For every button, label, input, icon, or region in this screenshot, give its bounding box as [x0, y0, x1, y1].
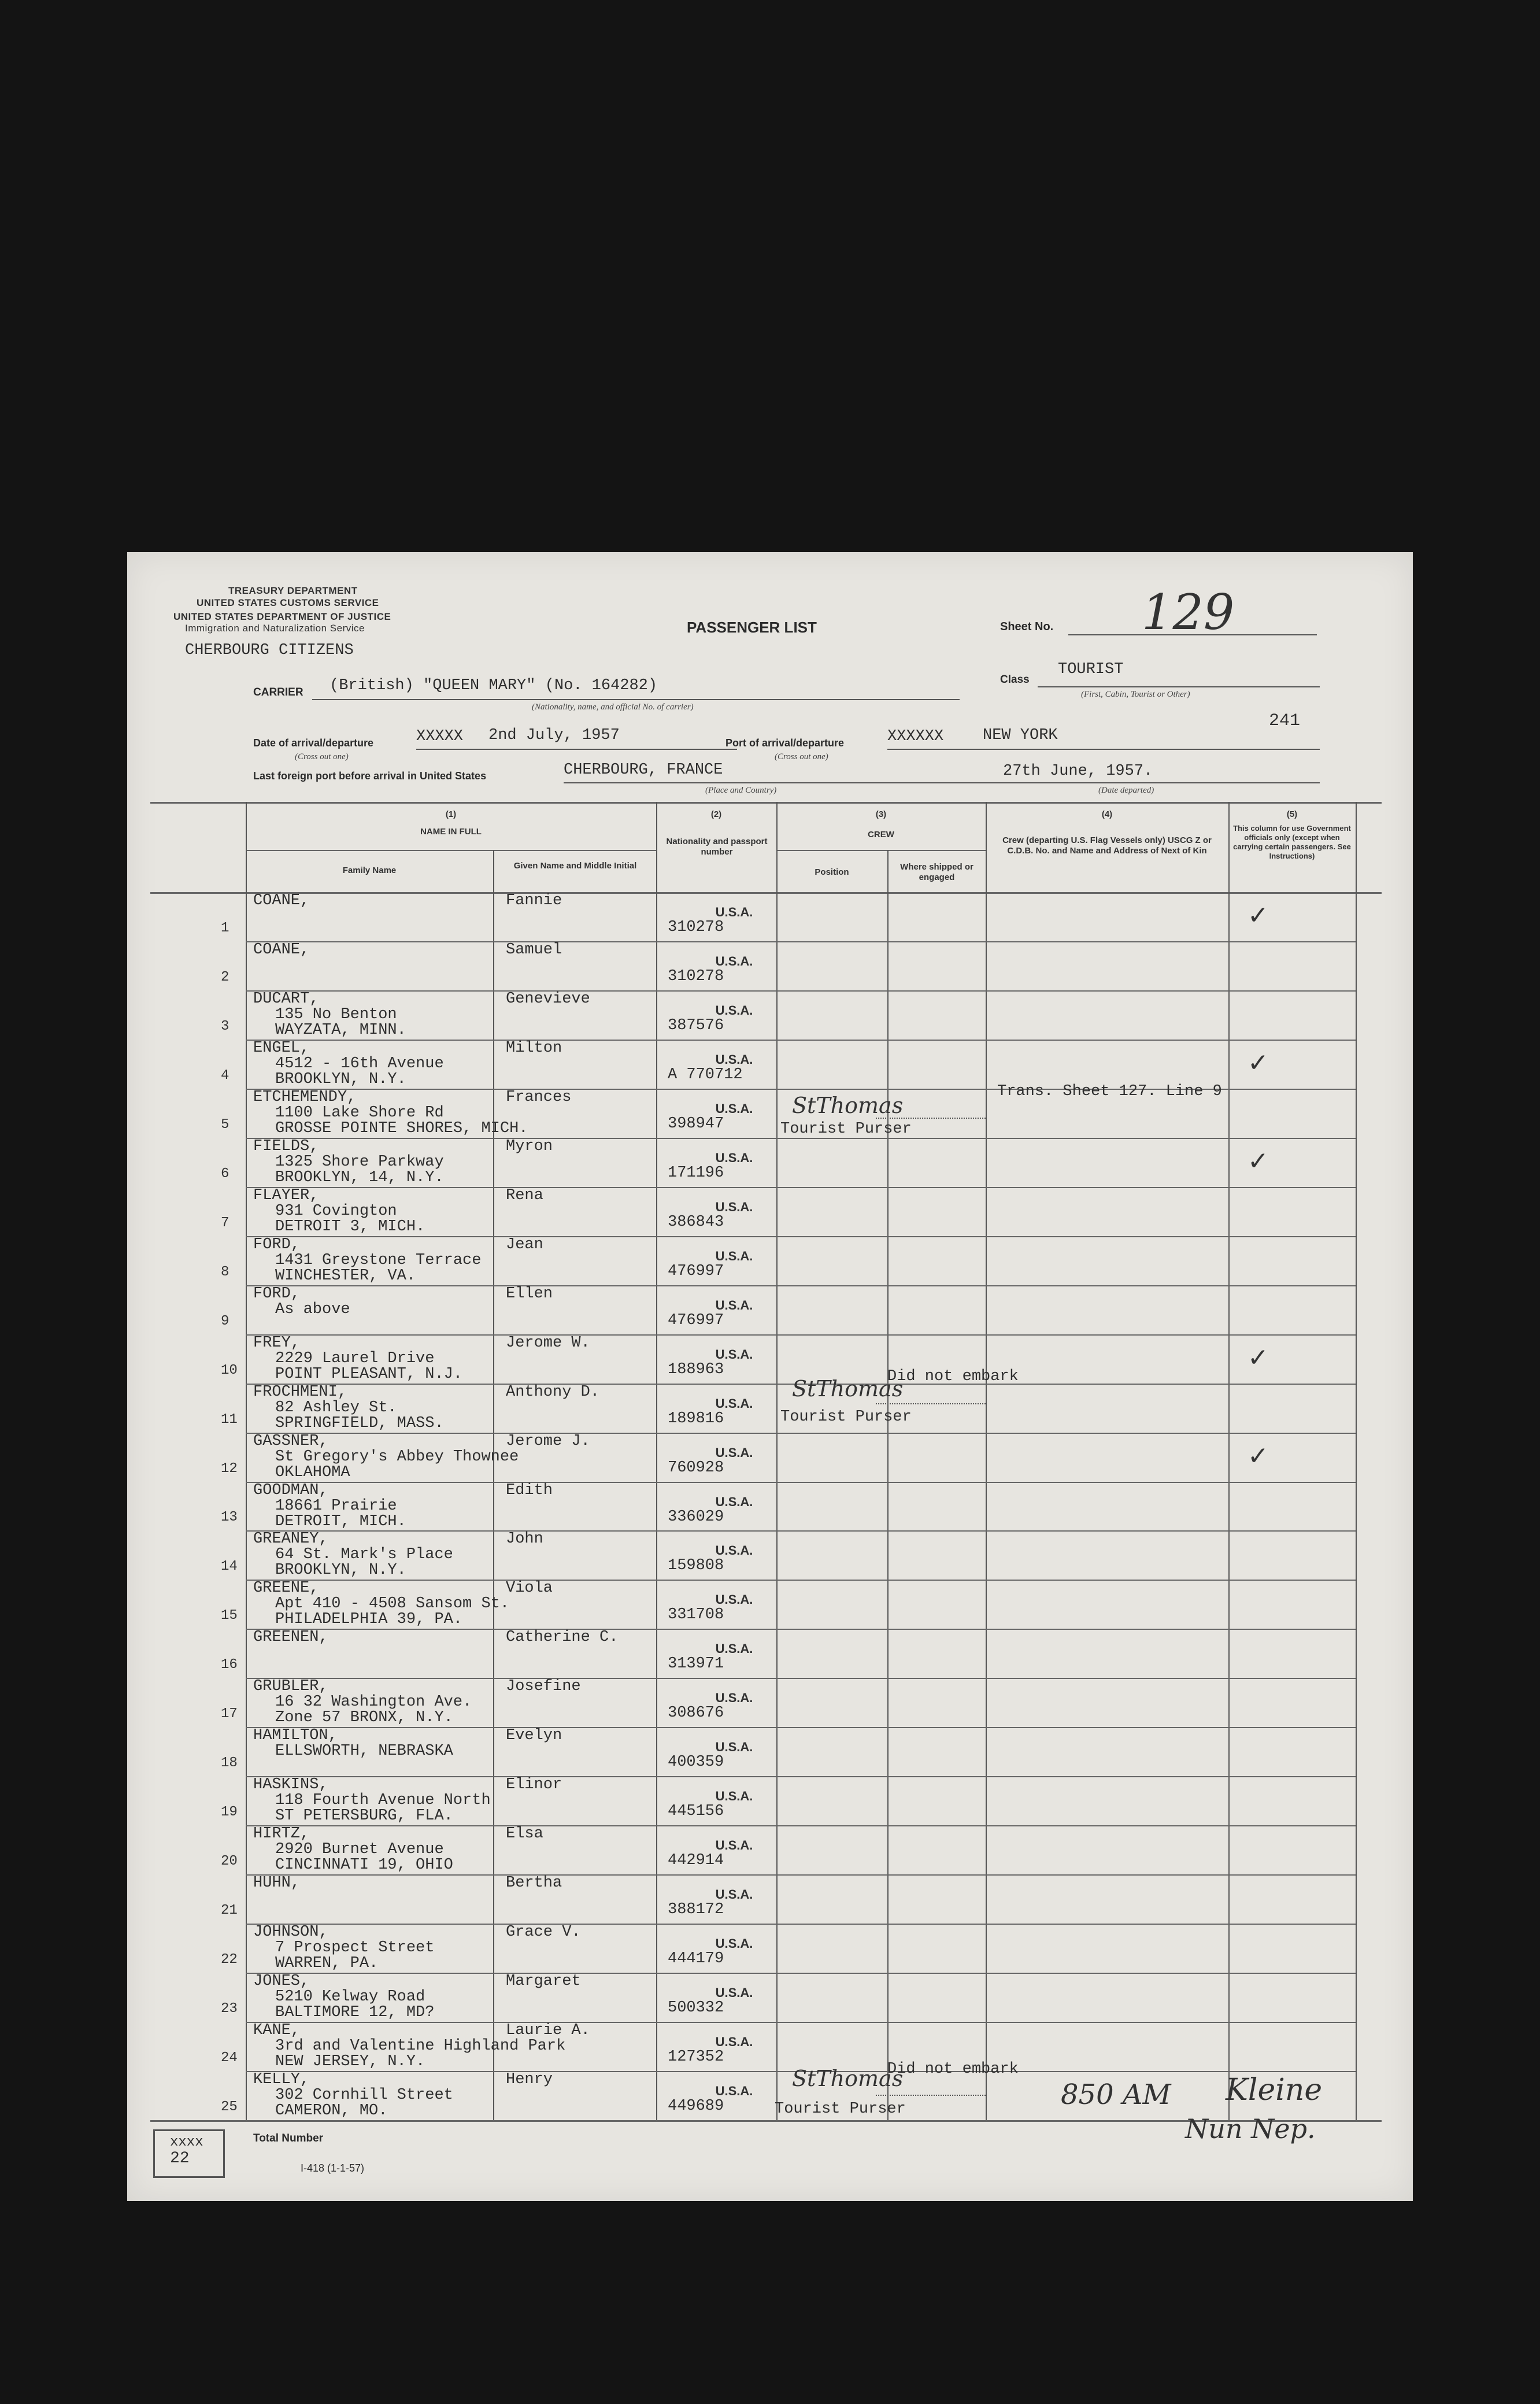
nationality: U.S.A.: [715, 1347, 753, 1362]
passport-number: 387576: [668, 1016, 724, 1034]
row-number: 25: [221, 2099, 238, 2115]
surname: HIRTZ,: [253, 1825, 310, 1843]
col-family-name: Family Name: [342, 866, 397, 875]
address-line: 2229 Laurel Drive: [275, 1349, 435, 1367]
surname: JOHNSON,: [253, 1924, 328, 1941]
last-port-caption: (Place and Country): [705, 786, 777, 795]
address-line: 4512 - 16th Avenue: [275, 1055, 444, 1072]
surname: KELLY,: [253, 2071, 310, 2089]
given-name: Edith: [506, 1481, 553, 1499]
check-mark: ✓: [1247, 1146, 1269, 1176]
dept-justice: UNITED STATES DEPARTMENT OF JUSTICE: [173, 611, 391, 622]
total-box: [153, 2129, 225, 2178]
total-box-strike: xxxx: [170, 2135, 203, 2150]
row-number: 22: [221, 1952, 238, 1968]
surname: HAMILTON,: [253, 1727, 338, 1745]
passport-number: 310278: [668, 967, 724, 985]
nationality: U.S.A.: [715, 1248, 753, 1263]
passport-number: 398947: [668, 1115, 724, 1133]
nationality: U.S.A.: [715, 1789, 753, 1804]
date-value: 2nd July, 1957: [488, 727, 620, 744]
family-name: [253, 1679, 472, 1726]
dept-customs: UNITED STATES CUSTOMS SERVICE: [197, 597, 379, 608]
nationality: U.S.A.: [715, 2084, 753, 2099]
given-name: Frances: [506, 1088, 572, 1106]
family-name: [253, 1925, 434, 1972]
nationality: U.S.A.: [715, 1740, 753, 1755]
total-box-value: 22: [170, 2150, 190, 2168]
initials-11: StThomas: [792, 1376, 904, 1401]
last-port-label: Last foreign port before arrival in United States: [253, 770, 487, 782]
given-name: Josefine: [506, 1678, 581, 1696]
address-line: 302 Cornhill Street: [275, 2087, 453, 2105]
row-number: 20: [221, 1854, 238, 1870]
address-line: BALTIMORE 12, MD?: [275, 2004, 435, 2022]
surname: FLAYER,: [253, 1186, 319, 1204]
nationality: U.S.A.: [715, 1445, 753, 1460]
address-line: WAYZATA, MINN.: [275, 1021, 406, 1039]
purser-5: Tourist Purser: [780, 1120, 912, 1138]
family-name: [253, 1876, 300, 1891]
row-number: 23: [221, 2001, 238, 2017]
date-departed-value: 27th June, 1957.: [1003, 763, 1153, 780]
surname: FROCHMENI,: [253, 1383, 347, 1401]
hand-signature-2: Nun Nep.: [1185, 2113, 1316, 2144]
family-name: [253, 1336, 462, 1382]
address-line: St Gregory's Abbey Thownee: [275, 1448, 519, 1466]
row-number: 11: [221, 1411, 238, 1427]
initials-5: StThomas: [792, 1093, 904, 1118]
surname: GASSNER,: [253, 1432, 328, 1450]
row-number: 15: [221, 1608, 238, 1624]
row-number: 1: [221, 920, 229, 936]
surname: JONES,: [253, 1973, 310, 1991]
col3-num: (3): [875, 809, 887, 819]
address-line: WARREN, PA.: [275, 1955, 379, 1973]
nationality: U.S.A.: [715, 1887, 753, 1902]
table-row: [127, 1678, 1413, 1727]
address-line: 3rd and Valentine Highland Park: [275, 2037, 566, 2055]
table-row: [127, 1727, 1413, 1776]
passport-number: 331708: [668, 1606, 724, 1624]
trans-sheet-note: Trans. Sheet 127. Line 9: [997, 1083, 1222, 1100]
address-line: 82 Ashley St.: [275, 1399, 397, 1416]
address-line: 18661 Prairie: [275, 1497, 397, 1515]
form-title: PASSENGER LIST: [687, 619, 817, 636]
table-row: [127, 1187, 1413, 1236]
address-line: BROOKLYN, 14, N.Y.: [275, 1168, 444, 1186]
given-name: Myron: [506, 1137, 553, 1155]
surname: FIELDS,: [253, 1137, 319, 1155]
row-number: 24: [221, 2050, 238, 2066]
given-name: John: [506, 1530, 543, 1548]
family-name: [253, 1483, 406, 1530]
family-name: [253, 1237, 481, 1284]
passport-number: 171196: [668, 1164, 724, 1182]
given-name: Jean: [506, 1236, 543, 1253]
family-name: [253, 992, 406, 1038]
form-number: I-418 (1-1-57): [301, 2162, 365, 2174]
passport-number: 388172: [668, 1901, 724, 1919]
passport-number: 476997: [668, 1262, 724, 1280]
nationality: U.S.A.: [715, 1052, 753, 1067]
check-mark: ✓: [1247, 901, 1269, 930]
table-row: [127, 1040, 1413, 1089]
typed-origin: CHERBOURG CITIZENS: [185, 642, 354, 659]
table-row: [127, 1973, 1413, 2022]
class-value: TOURIST: [1058, 661, 1124, 678]
passport-number: 313971: [668, 1655, 724, 1673]
date-caption: (Cross out one): [295, 752, 349, 761]
row-number: 10: [221, 1362, 238, 1378]
surname: GOODMAN,: [253, 1481, 328, 1499]
given-name: Anthony D.: [506, 1383, 600, 1401]
table-row: [127, 1825, 1413, 1874]
row-number: 4: [221, 1067, 229, 1083]
address-line: NEW JERSEY, N.Y.: [275, 2053, 425, 2071]
address-line: DETROIT 3, MICH.: [275, 1218, 425, 1236]
nationality: U.S.A.: [715, 1003, 753, 1018]
family-name: [253, 1188, 425, 1235]
passport-number: 159808: [668, 1557, 724, 1575]
table-row: [127, 2022, 1413, 2071]
row-number: 14: [221, 1559, 238, 1575]
last-port-value: CHERBOURG, FRANCE: [564, 761, 723, 779]
nationality: U.S.A.: [715, 1297, 753, 1312]
given-name: Elinor: [506, 1776, 562, 1794]
nationality: U.S.A.: [715, 953, 753, 968]
address-line: ST PETERSBURG, FLA.: [275, 1807, 453, 1825]
family-name: [253, 1139, 444, 1186]
passport-number: 500332: [668, 1999, 724, 2017]
check-mark: ✓: [1247, 1441, 1269, 1471]
passport-number: 127352: [668, 2048, 724, 2066]
carrier-label: CARRIER: [253, 686, 303, 698]
row-number: 6: [221, 1166, 229, 1182]
given-name: Genevieve: [506, 990, 590, 1008]
given-name: Margaret: [506, 1973, 581, 1991]
family-name: [253, 1826, 453, 1873]
address-line: CAMERON, MO.: [275, 2102, 388, 2120]
given-name: Elsa: [506, 1825, 543, 1843]
passport-number: 386843: [668, 1213, 724, 1231]
surname: FORD,: [253, 1285, 301, 1303]
row-number: 12: [221, 1460, 238, 1477]
family-name: [253, 1385, 444, 1432]
address-line: POINT PLEASANT, N.J.: [275, 1365, 463, 1383]
did-not-embark-11: Did not embark: [887, 1368, 1019, 1385]
passport-number: 442914: [668, 1852, 724, 1870]
table-row: [127, 1433, 1413, 1482]
given-name: Milton: [506, 1039, 562, 1057]
date-strike: XXXXX: [416, 728, 464, 745]
family-name: [253, 1974, 434, 2021]
row-number: 13: [221, 1510, 238, 1526]
family-name: [253, 942, 309, 958]
family-name: [253, 1630, 328, 1645]
passport-number: 449689: [668, 2098, 724, 2115]
nationality: U.S.A.: [715, 1592, 753, 1607]
nationality: U.S.A.: [715, 1199, 753, 1214]
passport-number: 189816: [668, 1410, 724, 1427]
given-name: Grace V.: [506, 1924, 581, 1941]
passenger-list-sheet: [127, 552, 1413, 2201]
given-name: Viola: [506, 1580, 553, 1597]
nationality: U.S.A.: [715, 1985, 753, 2000]
address-line: As above: [275, 1300, 350, 1318]
table-row: [127, 990, 1413, 1040]
date-departed-caption: (Date departed): [1098, 786, 1154, 795]
given-name: Jerome W.: [506, 1334, 590, 1352]
nationality: U.S.A.: [715, 2035, 753, 2050]
table-row: [127, 1138, 1413, 1187]
given-name: Ellen: [506, 1285, 553, 1303]
family-name: [253, 1286, 350, 1318]
given-name: Jerome J.: [506, 1432, 590, 1450]
table-row: [127, 1776, 1413, 1825]
address-line: WINCHESTER, VA.: [275, 1267, 416, 1285]
port-value: NEW YORK: [983, 727, 1058, 744]
address-line: 931 Covington: [275, 1202, 397, 1220]
nationality: U.S.A.: [715, 1101, 753, 1116]
passport-number: 476997: [668, 1311, 724, 1329]
given-name: Bertha: [506, 1874, 562, 1892]
surname: GREENEN,: [253, 1629, 328, 1647]
family-name: [253, 893, 309, 909]
row-number: 3: [221, 1018, 229, 1034]
family-name: [253, 1581, 509, 1628]
passport-number: A 770712: [668, 1066, 743, 1083]
address-line: Zone 57 BRONX, N.Y.: [275, 1709, 453, 1727]
surname: DUCART,: [253, 990, 319, 1008]
table-row: [127, 1924, 1413, 1973]
given-name: Samuel: [506, 941, 562, 959]
hand-time: 850 AM: [1061, 2078, 1171, 2111]
did-not-embark-25: Did not embark: [887, 2061, 1019, 2078]
nationality: U.S.A.: [715, 1396, 753, 1411]
family-name: [253, 1434, 519, 1481]
col-where-shipped: Where shipped or engaged: [900, 862, 973, 882]
row-number: 7: [221, 1215, 229, 1231]
nationality: U.S.A.: [715, 1691, 753, 1706]
surname: GREANEY,: [253, 1530, 328, 1548]
given-name: Evelyn: [506, 1727, 562, 1745]
passport-number: 308676: [668, 1704, 724, 1722]
table-row: [127, 941, 1413, 990]
nationality: U.S.A.: [715, 1150, 753, 1165]
row-number: 5: [221, 1116, 229, 1133]
surname: FORD,: [253, 1236, 301, 1253]
nationality: U.S.A.: [715, 1641, 753, 1656]
table-row: [127, 1530, 1413, 1580]
col2-num: (2): [710, 809, 722, 819]
address-line: DETROIT, MICH.: [275, 1512, 406, 1530]
family-name: [253, 2072, 453, 2119]
surname: GREENE,: [253, 1580, 319, 1597]
table-row: [127, 892, 1413, 941]
address-line: 2920 Burnet Avenue: [275, 1841, 444, 1859]
given-name: Rena: [506, 1186, 543, 1204]
passport-number: 760928: [668, 1459, 724, 1477]
given-name: Laurie A.: [506, 2022, 590, 2040]
col1-title: NAME IN FULL: [420, 827, 482, 837]
col4-title: Crew (departing U.S. Flag Vessels only) USCG Z or C.D.B. No. and Name and Address of Next of Kin: [1002, 835, 1212, 856]
port-strike: XXXXXX: [887, 728, 944, 745]
passport-number: 310278: [668, 919, 724, 936]
col-position: Position: [815, 867, 849, 877]
row-number: 16: [221, 1657, 238, 1673]
row-number: 9: [221, 1313, 229, 1329]
nationality: U.S.A.: [715, 1838, 753, 1853]
row-number: 21: [221, 1903, 238, 1919]
surname: ETCHEMENDY,: [253, 1088, 357, 1106]
dept-ins: Immigration and Naturalization Service: [185, 623, 365, 634]
check-mark: ✓: [1247, 1342, 1269, 1373]
hand-signature-1: Kleine: [1226, 2073, 1323, 2107]
family-name: [253, 1728, 453, 1759]
col-given-name: Given Name and Middle Initial: [513, 861, 637, 871]
port-label: Port of arrival/departure: [725, 737, 845, 749]
col1-num: (1): [445, 809, 457, 819]
table-row: [127, 1874, 1413, 1924]
surname: HASKINS,: [253, 1776, 328, 1794]
nationality: U.S.A.: [715, 1543, 753, 1558]
passport-number: 336029: [668, 1508, 724, 1526]
address-line: ELLSWORTH, NEBRASKA: [275, 1743, 453, 1761]
col4-num: (4): [1101, 809, 1113, 819]
passport-number: 400359: [668, 1754, 724, 1771]
col3-title: CREW: [868, 830, 894, 839]
surname: COANE,: [253, 941, 310, 959]
initials-25: StThomas: [792, 2066, 904, 2091]
col2-title: Nationality and passport number: [666, 837, 768, 857]
address-line: 1100 Lake Shore Rd: [275, 1104, 444, 1122]
purser-25: Tourist Purser: [775, 2100, 906, 2118]
carrier-caption: (Nationality, name, and official No. of carrier): [532, 702, 694, 712]
date-label: Date of arrival/departure: [253, 737, 374, 749]
family-name: [253, 1777, 491, 1824]
carrier-value: (British) "QUEEN MARY" (No. 164282): [330, 677, 658, 694]
surname: HUHN,: [253, 1874, 301, 1892]
address-line: 5210 Kelway Road: [275, 1988, 425, 2006]
address-line: GROSSE POINTE SHORES, MICH.: [275, 1119, 528, 1137]
address-line: OKLAHOMA: [275, 1463, 350, 1481]
port-caption: (Cross out one): [775, 752, 828, 761]
row-number: 2: [221, 969, 229, 985]
passport-number: 444179: [668, 1950, 724, 1968]
table-row: [127, 1236, 1413, 1285]
given-name: Catherine C.: [506, 1629, 619, 1647]
surname: ENGEL,: [253, 1039, 310, 1057]
surname: GRUBLER,: [253, 1678, 328, 1696]
address-line: 1431 Greystone Terrace: [275, 1251, 482, 1269]
class-label: Class: [1000, 674, 1030, 686]
family-name: [253, 1041, 444, 1088]
table-row: [127, 1580, 1413, 1629]
address-line: BROOKLYN, N.Y.: [275, 1562, 406, 1580]
sheet-no-value: 129: [1142, 584, 1235, 641]
check-mark: ✓: [1247, 1048, 1269, 1078]
address-line: BROOKLYN, N.Y.: [275, 1070, 406, 1088]
row-number: 18: [221, 1755, 238, 1771]
address-line: 64 St. Mark's Place: [275, 1546, 453, 1564]
table-row: [127, 1334, 1413, 1384]
family-name: [253, 1090, 528, 1137]
sheet-no-label: Sheet No.: [1000, 620, 1054, 633]
total-label: Total Number: [253, 2132, 324, 2144]
passport-number: 445156: [668, 1803, 724, 1821]
nationality: U.S.A.: [715, 905, 753, 919]
row-number: 17: [221, 1706, 238, 1722]
address-line: Apt 410 - 4508 Sansom St.: [275, 1595, 510, 1613]
dept-treasury: TREASURY DEPARTMENT: [228, 585, 358, 596]
row-number: 19: [221, 1804, 238, 1821]
address-line: CINCINNATI 19, OHIO: [275, 1856, 453, 1874]
purser-11: Tourist Purser: [780, 1408, 912, 1426]
surname: FREY,: [253, 1334, 301, 1352]
table-row: [127, 1629, 1413, 1678]
col5-title: This column for use Government officials only (except when carrying certain passengers. See Instructions): [1233, 824, 1351, 860]
given-name: Fannie: [506, 892, 562, 909]
nationality: U.S.A.: [715, 1936, 753, 1951]
family-name: [253, 1532, 453, 1578]
col5-num: (5): [1286, 809, 1298, 819]
surname: COANE,: [253, 892, 310, 909]
class-caption: (First, Cabin, Tourist or Other): [1081, 690, 1190, 699]
stamp-number: 241: [1269, 711, 1301, 731]
given-name: Henry: [506, 2071, 553, 2089]
address-line: 135 No Benton: [275, 1005, 397, 1023]
address-line: PHILADELPHIA 39, PA.: [275, 1611, 463, 1629]
row-number: 8: [221, 1264, 229, 1280]
table-row: [127, 1384, 1413, 1433]
address-line: 16 32 Washington Ave.: [275, 1693, 472, 1711]
address-line: SPRINGFIELD, MASS.: [275, 1414, 444, 1432]
table-row: [127, 1285, 1413, 1334]
address-line: 7 Prospect Street: [275, 1939, 435, 1957]
address-line: 118 Fourth Avenue North: [275, 1792, 491, 1810]
passport-number: 188963: [668, 1360, 724, 1378]
address-line: 1325 Shore Parkway: [275, 1153, 444, 1171]
table-row: [127, 1482, 1413, 1531]
surname: KANE,: [253, 2022, 301, 2040]
nationality: U.S.A.: [715, 1494, 753, 1509]
